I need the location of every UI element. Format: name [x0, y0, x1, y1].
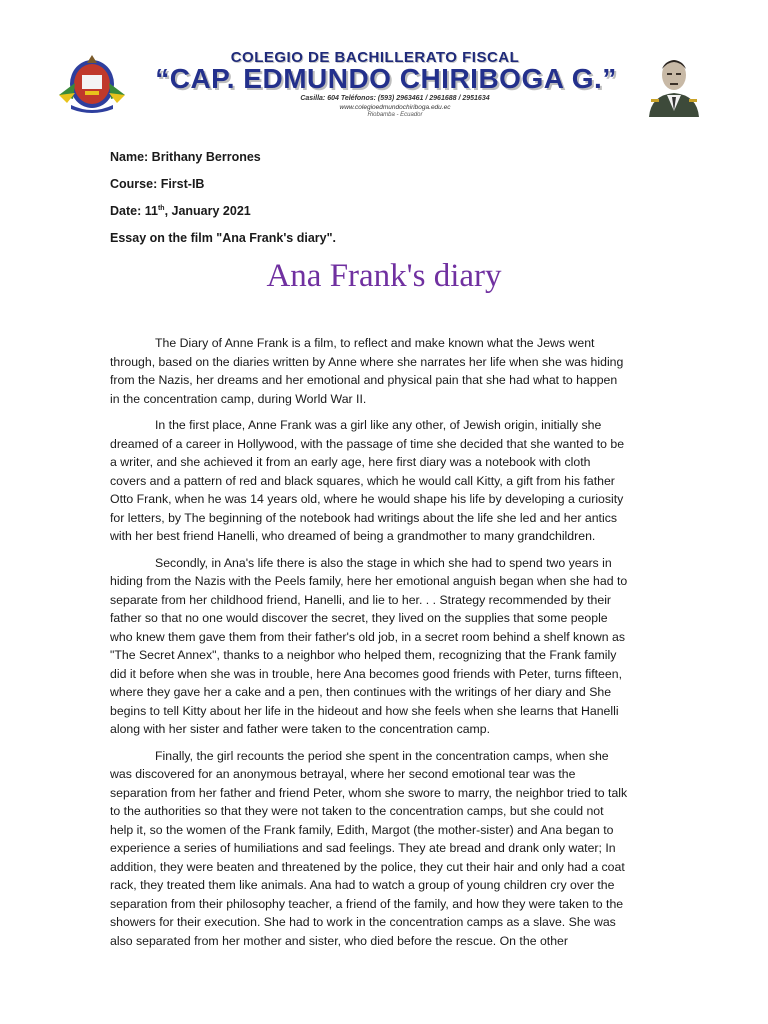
paragraph-final: Finally, the girl recounts the period she spent in the concentration camps, when she was discovered for an anonymous betrayal, where her second emotional tear was the separation from her father and friend Peter, whom she swore to marry, the neighbor tried to talk to the authorities so that they were not taken to the concentration camps, but she could not help it, so the women of the Frank family, Edith, Margot (the mother-sister) and Ana began to experience a series of humiliations and sad feelings. They ate bread and drank only water; In addition, they were beaten and threatened by the police, they cut their hair and only had a coat rack, they treated them like animals. Ana had to watch a group of young children cry over the separation from their philosophy teacher, a friend of the family, and how they were taken to the showers for their execution. She had to work in the concentration camps as a slave. She was also separated from her mother and sister, who died before the rescue. On the other	[110, 748, 628, 948]
letterhead-school-type: COLEGIO DE BACHILLERATO FISCAL	[230, 49, 520, 66]
founder-portrait-icon	[643, 51, 705, 117]
letterhead-contact: Casilla: 604 Teléfonos: (593) 2963461 / 2961688 / 2951634	[300, 95, 490, 102]
essay-body	[110, 334, 630, 958]
student-name: Name: Brithany Berrones	[110, 150, 261, 164]
paragraph-intro: The Diary of Anne Frank is a film, to reflect and make known what the Jews went through, based on the diaries written by Anne where she narrates her life when she was hiding from the Nazis, her dreams and her emotional and physical pain that she had what to happen in the concentration camp, during World War II.	[110, 336, 624, 406]
school-crest-icon	[57, 53, 127, 113]
letterhead-school-name: “CAP. EDMUNDO CHIRIBOGA G.”	[155, 63, 617, 94]
paragraph-second: Secondly, in Ana's life there is also the stage in which she had to spend two years in hiding from the Nazis with the Peels family, here her emotional anguish began when she had to separate from her childhood friend, Hanelli, and lie to her. . . Strategy recommended by their father so that no one would discover the secret, they lived on the supplies that some people who knew them gave them from their father's old job, in a secret room behind a shelf known as "The Secret Annex", thanks to a neighbor who helped them, recognizing that the Frank family did it before when she was in trouble, here Ana becomes good friends with Peter, turns fifteen, where they gave her a cake and a pen, then continues with the writings of her diary and She begins to tell Kitty about her life in the hideout and how she feels when she learns that Hanelli along with her sister and father were taken to the concentration camp.	[110, 555, 628, 736]
letterhead-website: www.colegioedmundochiriboga.edu.ec	[339, 104, 451, 111]
date-line	[110, 204, 251, 218]
date-prefix: Date: 11	[110, 204, 158, 218]
letterhead-city: Riobamba - Ecuador	[367, 112, 423, 118]
school-letterhead	[55, 47, 705, 119]
date-suffix: , January 2021	[164, 204, 251, 218]
essay-subject: Essay on the film "Ana Frank's diary".	[110, 231, 337, 245]
paragraph-first: In the first place, Anne Frank was a girl like any other, of Jewish origin, initially she dreamed of a career in Hollywood, with the passage of time she decided that she wanted to be a writer, and she achieved it from an early age, here first diary was a notebook with cloth covers and a pattern of red and black squares, which he would call Kitty, a gift from his father Otto Frank, when he was 14 years old, where he would shape his life by developing a curiosity for letters, by The beginning of the notebook had writings about the life she led and her antics with her best friend Hanelli, who dreamed of being a grandmother to many grandchildren.	[110, 418, 625, 543]
course-line: Course: First-IB	[110, 177, 205, 191]
date-ordinal: th	[157, 204, 165, 212]
document-title: Ana Frank's diary	[266, 258, 502, 294]
